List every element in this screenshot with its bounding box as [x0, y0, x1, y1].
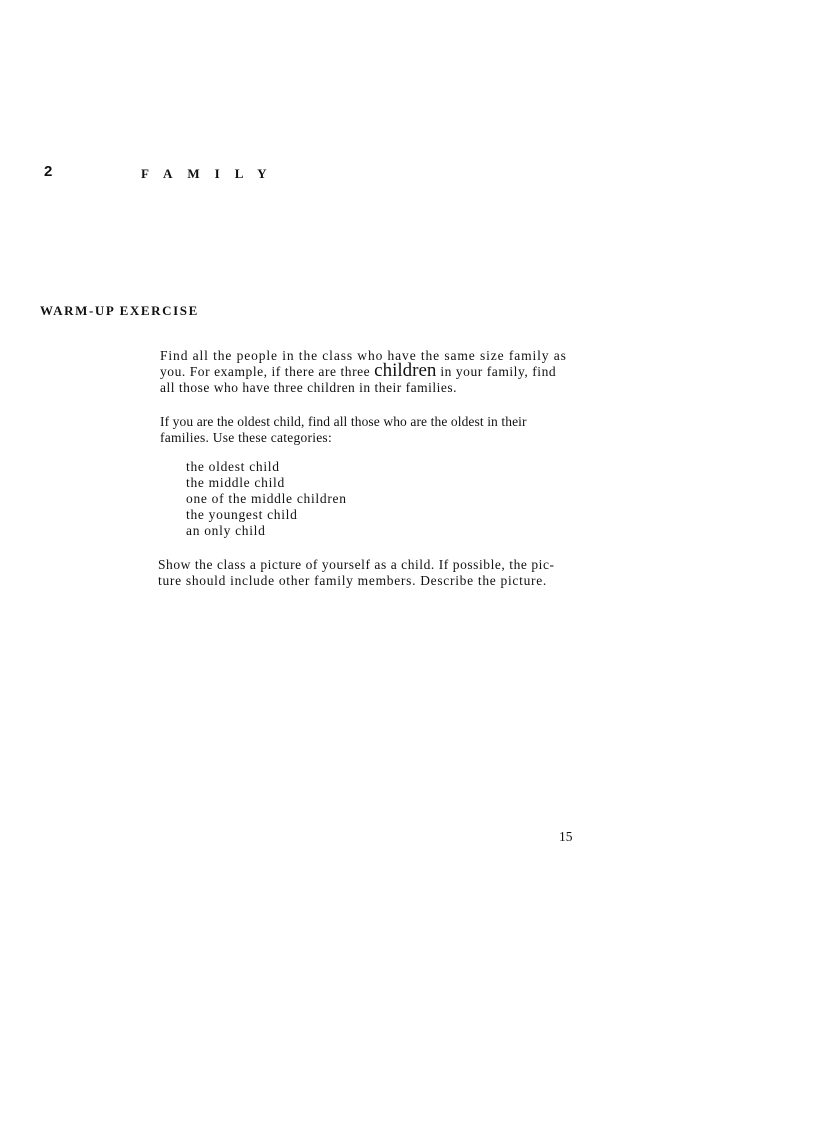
text-segment: Show the class a picture of yourself as a child. If possible, the pic- [158, 557, 555, 572]
chapter-number: 2 [44, 163, 53, 180]
paragraph-line [160, 430, 527, 446]
paragraph-line [160, 360, 567, 381]
section-heading: WARM-UP EXERCISE [40, 303, 199, 318]
text-segment: ture should include other family members. Describe the picture. [158, 573, 547, 588]
category-item: an only child [186, 523, 266, 538]
enlarged-word: children [374, 360, 437, 381]
paragraph-show-picture [158, 557, 555, 589]
text-segment: in your family, find [436, 364, 557, 379]
category-item: the youngest child [186, 507, 298, 522]
category-item: the oldest child [186, 459, 280, 474]
paragraph-line [160, 380, 567, 396]
categories-list [186, 459, 347, 539]
paragraph-line [160, 414, 527, 430]
text-segment: you. For example, if there are three [160, 364, 375, 379]
category-item: one of the middle children [186, 491, 347, 506]
paragraph-same-size-family [160, 348, 567, 396]
paragraph-oldest-child [160, 414, 527, 446]
chapter-title: FAMILY [141, 166, 282, 181]
text-segment: all those who have three children in their families. [160, 380, 458, 395]
paragraph-line [160, 348, 567, 364]
text-segment: families. Use these categories: [160, 430, 332, 445]
text-segment: Find all the people in the class who have the same size family as [160, 348, 567, 363]
text-segment: If you are the oldest child, find all those who are the oldest in their [160, 414, 527, 429]
page-number: 15 [559, 829, 573, 844]
category-item: the middle child [186, 475, 285, 490]
paragraph-line [158, 573, 555, 589]
paragraph-line [158, 557, 555, 573]
